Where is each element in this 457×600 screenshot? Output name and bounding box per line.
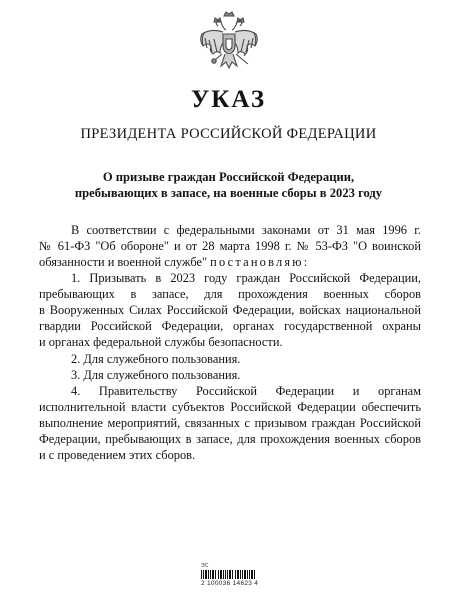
paragraph-line: 1. Призывать в 2023 году граждан Российской Федерации, — [71, 271, 421, 285]
item-2-paragraph — [39, 351, 421, 367]
paragraph-line: исполнительной власти субъектов Российской Федерации обеспечить — [39, 400, 421, 415]
coat-of-arms-icon — [193, 6, 265, 76]
decree-title — [40, 169, 417, 201]
paragraph-line: выполнение мероприятий, связанных с призывом граждан Российской — [39, 416, 421, 431]
paragraph-line: пребывающих в запасе, для прохождения военных сборов — [39, 287, 421, 302]
paragraph-line: 2. Для служебного пользования. — [71, 352, 241, 366]
paragraph-line: и с проведением этих сборов. — [39, 448, 196, 463]
barcode-number: 2 100036 14623 4 — [201, 580, 259, 587]
paragraph-line: гвардии Российской Федерации, органах государственной охраны — [39, 319, 421, 334]
paragraph-line: в Вооруженных Силах Российской Федерации, войсках национальной — [39, 303, 421, 318]
document-footer — [201, 563, 271, 587]
paragraph-line-text: обязанности и военной службе" — [39, 255, 208, 270]
paragraph-line: № 61-ФЗ "Об обороне" и от 28 марта 1998 г. № 53-ФЗ "О воинской — [39, 239, 421, 254]
footer-signature-mark: ЭС — [201, 563, 209, 569]
item-4-paragraph — [39, 383, 421, 463]
decree-title-line: О призыве граждан Российской Федерации, — [102, 170, 355, 184]
paragraph-line: Федерации, пребывающих в запасе, для прохождения военных сборов — [39, 432, 421, 447]
issuing-authority: ПРЕЗИДЕНТА РОССИЙСКОЙ ФЕДЕРАЦИИ — [80, 126, 377, 142]
decree-title-line: пребывающих в запасе, на военные сборы в 2023 году — [74, 186, 383, 200]
paragraph-line: 3. Для служебного пользования. — [71, 368, 241, 382]
intro-paragraph — [39, 222, 421, 270]
decree-word: постановляю: — [210, 255, 310, 270]
document-type-heading: УКАЗ — [190, 86, 267, 113]
item-1-paragraph — [39, 270, 421, 350]
paragraph-line: и органах федеральной службы безопасности. — [39, 335, 283, 350]
paragraph-line — [39, 254, 421, 270]
paragraph-line: 4. Правительству Российской Федерации и органам — [71, 384, 421, 398]
paragraph-line: В соответствии с федеральными законами от 31 мая 1996 г. — [71, 223, 421, 237]
item-3-paragraph — [39, 367, 421, 383]
barcode-icon — [201, 570, 255, 579]
